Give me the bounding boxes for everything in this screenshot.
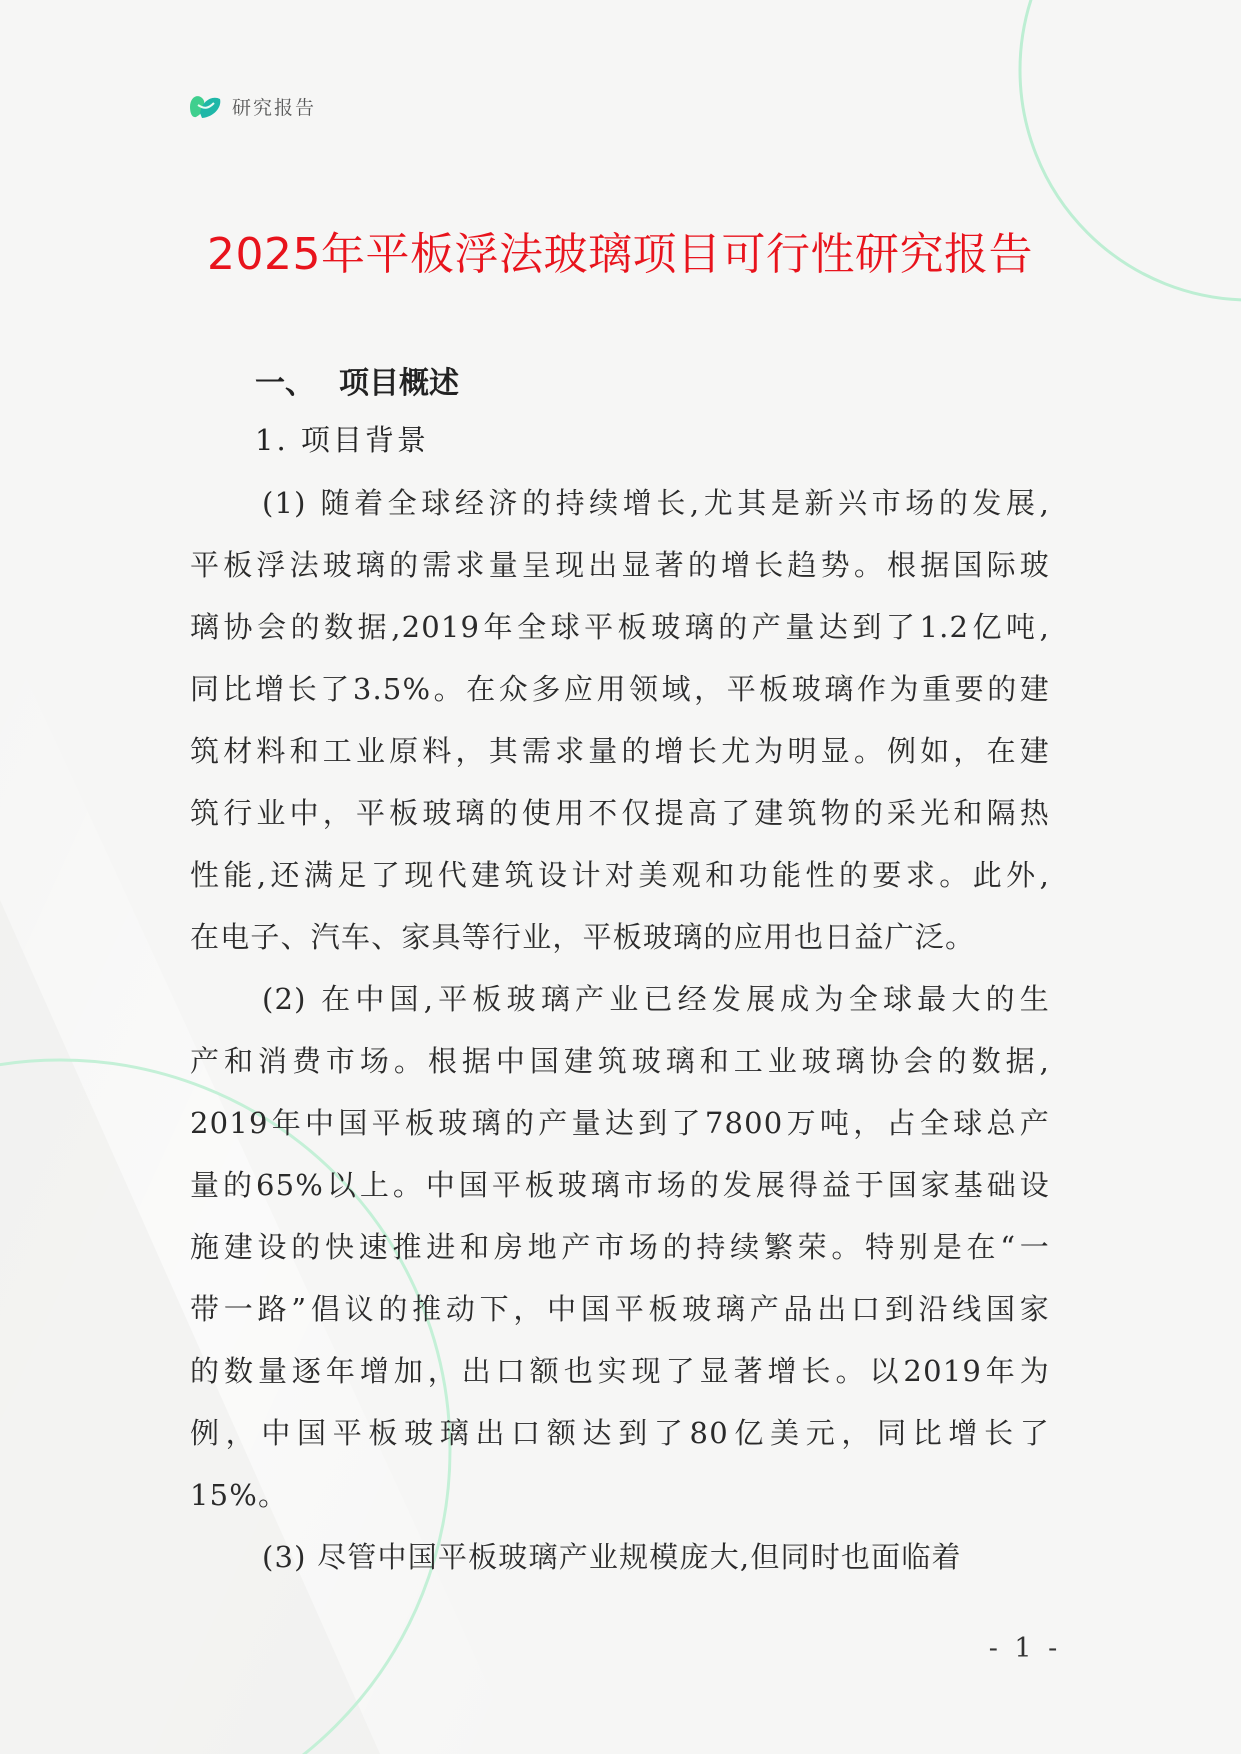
text-line: 15%。 xyxy=(190,1478,289,1512)
text-line: 施建设的快速推进和房地产市场的持续繁荣。特别是在“一 xyxy=(190,1230,1050,1264)
text-line: 2019年中国平板玻璃的产量达到了7800万吨，占全球总产 xyxy=(190,1106,1050,1140)
text-line: 例，中国平板玻璃出口额达到了80亿美元，同比增长了 xyxy=(190,1416,1050,1450)
text-line: 在电子、汽车、家具等行业，平板玻璃的应用也日益广泛。 xyxy=(190,920,976,954)
section-number: 一、 xyxy=(255,366,315,401)
text-line: 带一路”倡议的推动下，中国平板玻璃产品出口到沿线国家 xyxy=(190,1292,1050,1326)
paragraph xyxy=(190,472,1050,968)
page-number: - 1 - xyxy=(988,1633,1062,1664)
document-title: 2025年平板浮法玻璃项目可行性研究报告 xyxy=(207,229,1033,280)
text-line: (3) 尽管中国平板玻璃产业规模庞大,但同时也面临着 xyxy=(262,1540,962,1574)
paragraph xyxy=(190,1526,1050,1588)
section-title: 项目概述 xyxy=(339,366,459,401)
text-line: 产和消费市场。根据中国建筑玻璃和工业玻璃协会的数据, xyxy=(190,1044,1050,1078)
paragraph xyxy=(190,968,1050,1526)
text-line: 量的65%以上。中国平板玻璃市场的发展得益于国家基础设 xyxy=(190,1168,1050,1202)
subsection-heading: 1. 项目背景 xyxy=(255,423,429,457)
text-line: 筑材料和工业原料，其需求量的增长尤为明显。例如，在建 xyxy=(190,734,1050,768)
text-line: 同比增长了3.5%。在众多应用领域，平板玻璃作为重要的建 xyxy=(190,672,1050,706)
body-text xyxy=(190,472,1050,1588)
text-line: 璃协会的数据,2019年全球平板玻璃的产量达到了1.2亿吨, xyxy=(190,610,1050,644)
text-line: 筑行业中，平板玻璃的使用不仅提高了建筑物的采光和隔热 xyxy=(190,796,1050,830)
document-header xyxy=(188,90,316,122)
leaf-logo-icon xyxy=(188,91,222,121)
text-line: 性能,还满足了现代建筑设计对美观和功能性的要求。此外, xyxy=(190,858,1050,892)
text-line: 平板浮法玻璃的需求量呈现出显著的增长趋势。根据国际玻 xyxy=(190,548,1050,582)
section-heading xyxy=(255,358,459,402)
text-line: (1) 随着全球经济的持续增长,尤其是新兴市场的发展, xyxy=(262,486,1050,520)
text-line: (2) 在中国,平板玻璃产业已经发展成为全球最大的生 xyxy=(262,982,1050,1016)
text-line: 的数量逐年增加，出口额也实现了显著增长。以2019年为 xyxy=(190,1354,1050,1388)
header-label: 研究报告 xyxy=(232,96,317,119)
